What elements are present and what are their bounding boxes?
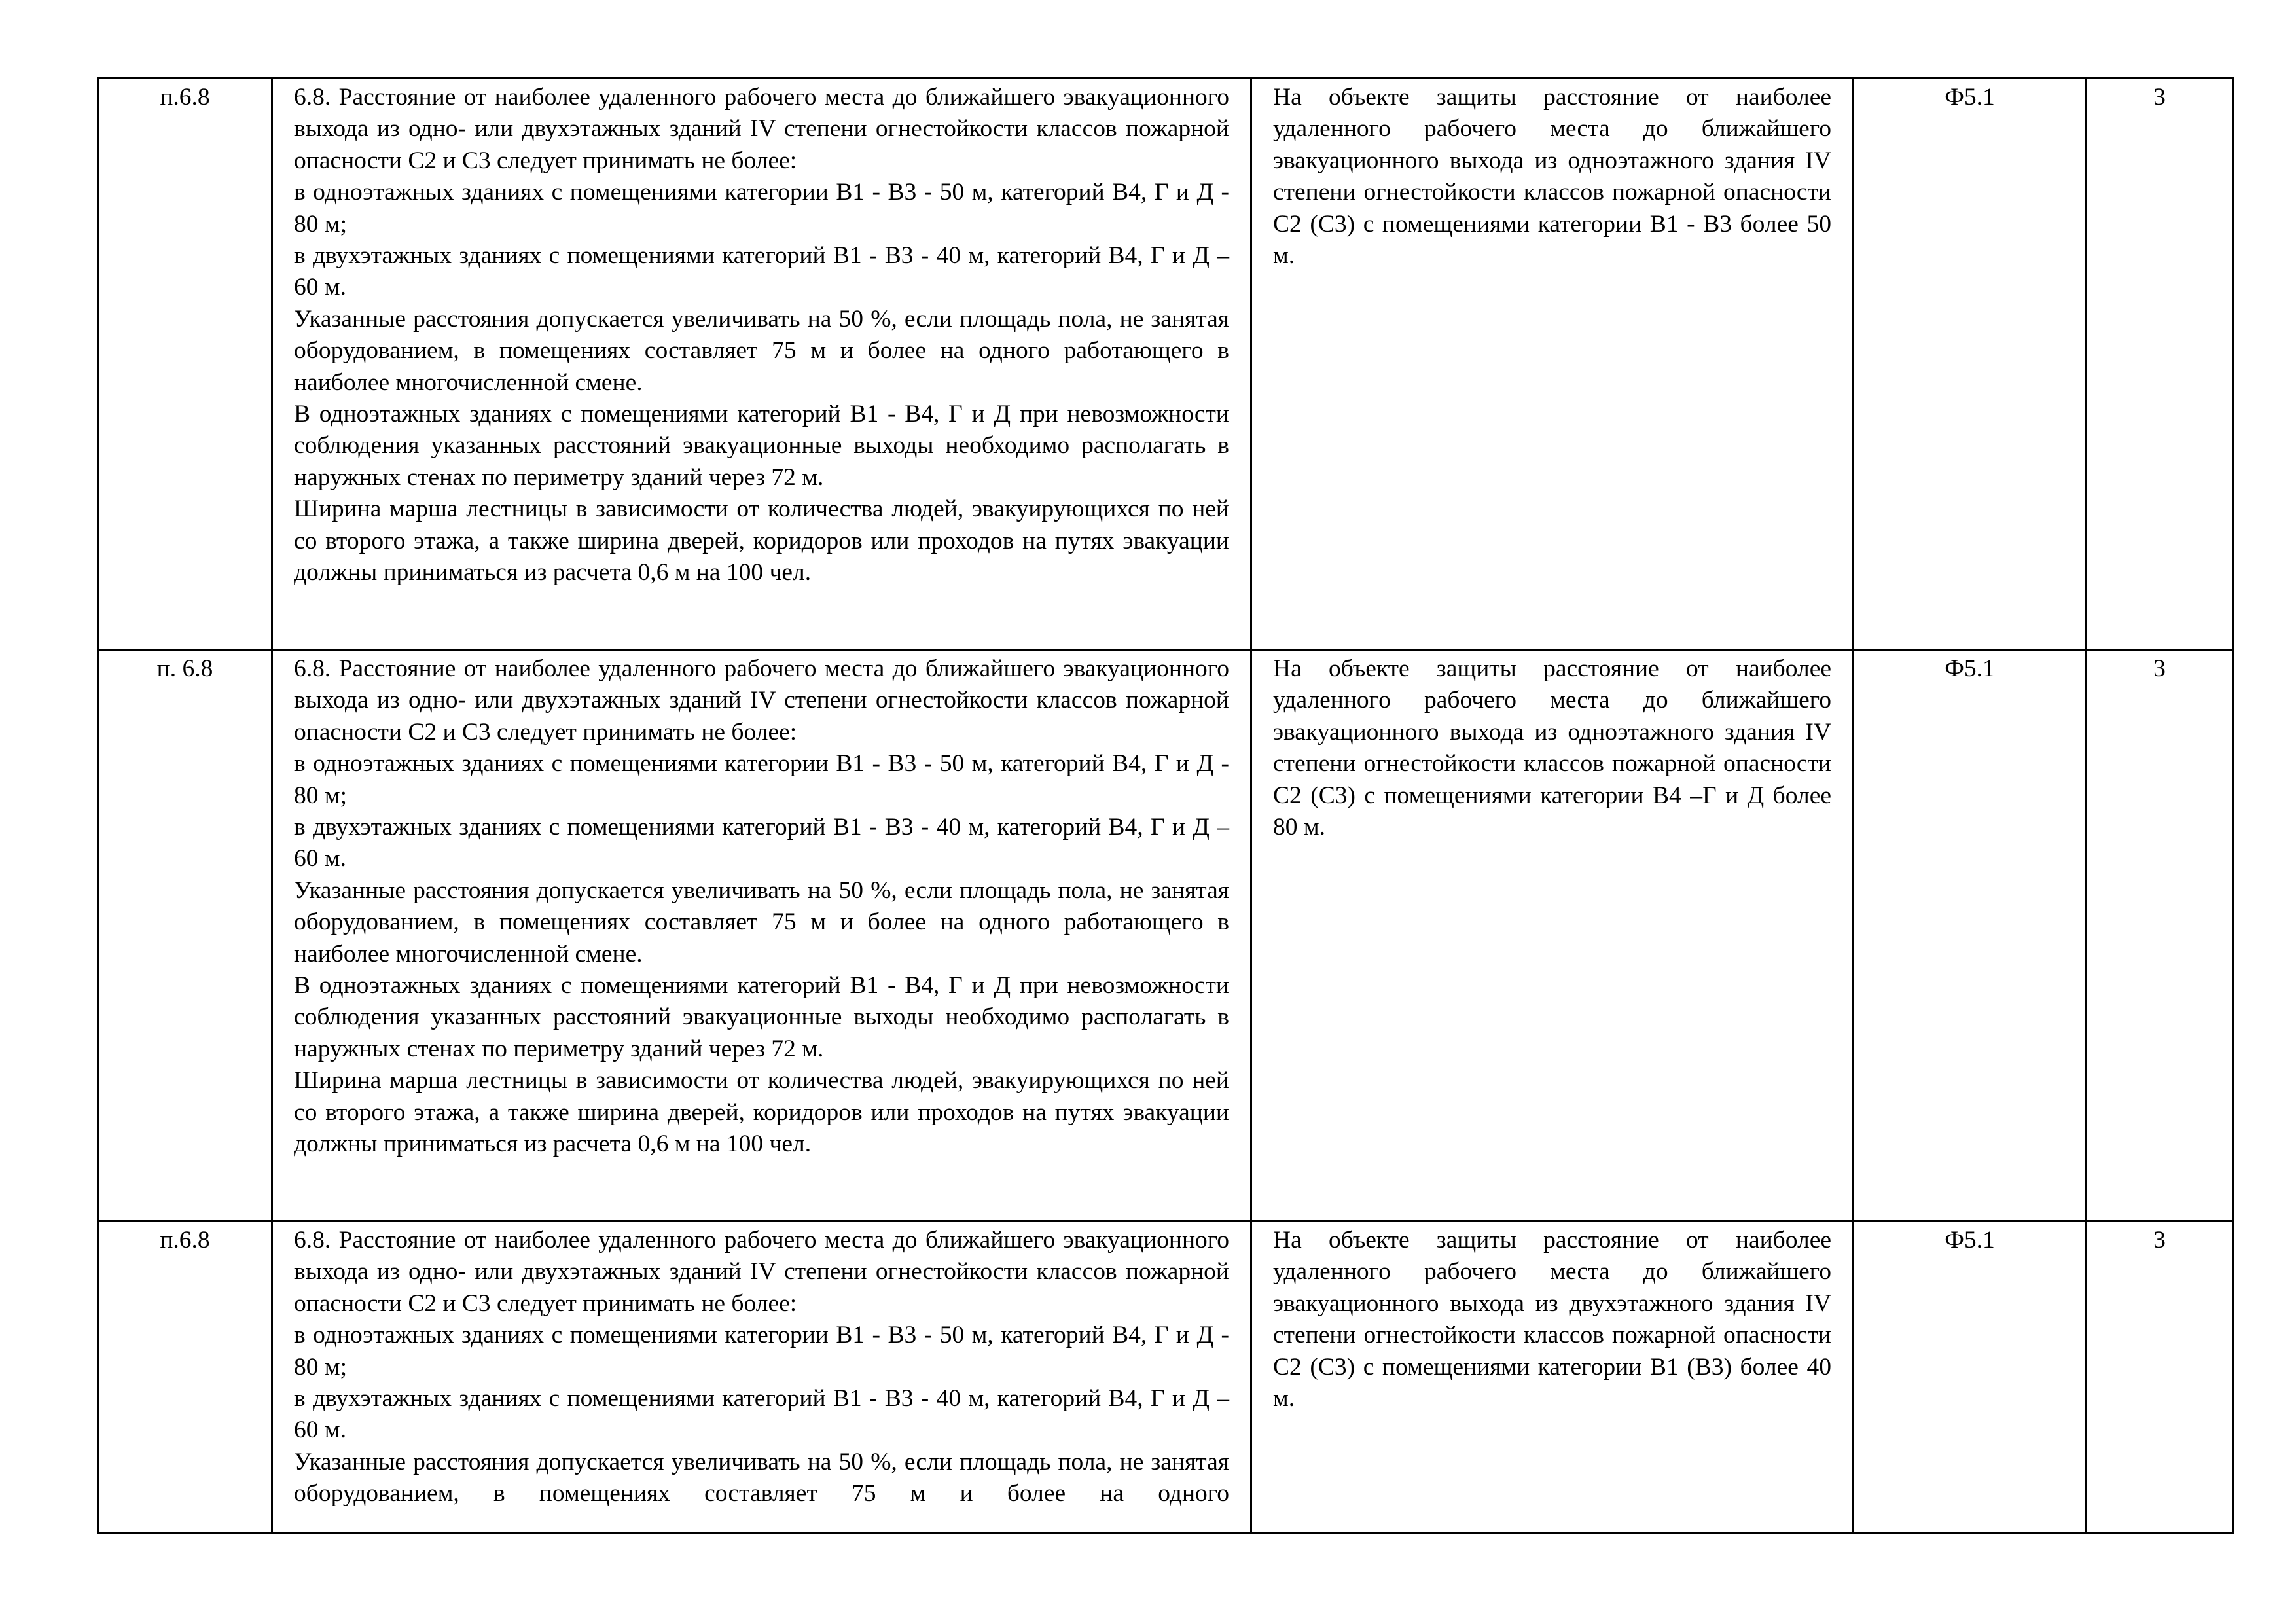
norm-text-cell bbox=[272, 79, 1251, 650]
norm-paragraph: В одноэтажных зданиях с помещениями категорий В1 - В4, Г и Д при невозможности соблюдения указанных расстояний эвакуационные выходы необходимо располагать в наружных стенах по периметру зданий через 72 м. bbox=[294, 401, 1229, 491]
violation-text-cell bbox=[1251, 650, 1854, 1221]
norm-paragraph: Указанные расстояния допускается увеличивать на 50 %, если площадь пола, не занятая оборудованием, в помещениях составляет 75 м и более на одного работающего в наиболее многочисленной смене. bbox=[294, 876, 1229, 967]
requirements-table bbox=[97, 77, 2234, 1534]
violation-paragraph: На объекте защиты расстояние от наиболее удаленного рабочего места до ближайшего эвакуационного выхода из одноэтажного здания IV степени огнестойкости классов пожарной опасности С2 (С3) с помещениями категории В1 - В3 более 50 м. bbox=[1273, 84, 1831, 270]
norm-paragraph: Указанные расстояния допускается увеличивать на 50 %, если площадь пола, не занятая оборудованием, в помещениях составляет 75 м и более на одного bbox=[294, 1448, 1229, 1507]
violation-text-cell bbox=[1251, 1221, 1854, 1533]
table-row bbox=[98, 1221, 2233, 1533]
norm-reference-cell: п. 6.8 bbox=[98, 650, 272, 1221]
violation-text-cell bbox=[1251, 79, 1854, 650]
norm-paragraph: В одноэтажных зданиях с помещениями категорий В1 - В4, Г и Д при невозможности соблюдения указанных расстояний эвакуационные выходы необходимо располагать в наружных стенах по периметру зданий через 72 м. bbox=[294, 972, 1229, 1062]
table-row bbox=[98, 650, 2233, 1221]
norm-paragraph: в одноэтажных зданиях с помещениями категории В1 - В3 - 50 м, категорий В4, Г и Д - 80 м; bbox=[294, 1322, 1229, 1380]
norm-paragraph: в двухэтажных зданиях с помещениями категорий В1 - В3 - 40 м, категорий В4, Г и Д – 60 м. bbox=[294, 1385, 1229, 1444]
class-cell: Ф5.1 bbox=[1854, 79, 2087, 650]
norm-paragraph: 6.8. Расстояние от наиболее удаленного рабочего места до ближайшего эвакуационного выхода из одно- или двухэтажных зданий IV степени огнестойкости классов пожарной опасности С2 и С3 следует принимать не более: bbox=[294, 655, 1229, 746]
norm-reference-cell: п.6.8 bbox=[98, 79, 272, 650]
norm-reference-cell: п.6.8 bbox=[98, 1221, 272, 1533]
number-cell: 3 bbox=[2087, 1221, 2233, 1533]
norm-text-cell bbox=[272, 650, 1251, 1221]
norm-paragraph: 6.8. Расстояние от наиболее удаленного рабочего места до ближайшего эвакуационного выхода из одно- или двухэтажных зданий IV степени огнестойкости классов пожарной опасности С2 и С3 следует принимать не более: bbox=[294, 84, 1229, 174]
violation-paragraph: На объекте защиты расстояние от наиболее удаленного рабочего места до ближайшего эвакуационного выхода из двухэтажного здания IV степени огнестойкости классов пожарной опасности С2 (С3) с помещениями категории В1 (В3) более 40 м. bbox=[1273, 1227, 1831, 1413]
norm-paragraph: Ширина марша лестницы в зависимости от количества людей, эвакуирующихся по ней со второго этажа, а также ширина дверей, коридоров или проходов на путях эвакуации должны приниматься из расчета 0,6 м на 100 чел. bbox=[294, 496, 1229, 586]
norm-paragraph: в одноэтажных зданиях с помещениями категории В1 - В3 - 50 м, категорий В4, Г и Д - 80 м; bbox=[294, 750, 1229, 809]
number-cell: 3 bbox=[2087, 79, 2233, 650]
norm-paragraph: в двухэтажных зданиях с помещениями категорий В1 - В3 - 40 м, категорий В4, Г и Д – 60 м. bbox=[294, 814, 1229, 873]
violation-paragraph: На объекте защиты расстояние от наиболее удаленного рабочего места до ближайшего эвакуационного выхода из одноэтажного здания IV степени огнестойкости классов пожарной опасности С2 (С3) с помещениями категории В4 –Г и Д более 80 м. bbox=[1273, 655, 1831, 841]
norm-paragraph: в двухэтажных зданиях с помещениями категорий В1 - В3 - 40 м, категорий В4, Г и Д – 60 м. bbox=[294, 242, 1229, 301]
number-cell: 3 bbox=[2087, 650, 2233, 1221]
class-cell: Ф5.1 bbox=[1854, 650, 2087, 1221]
class-cell: Ф5.1 bbox=[1854, 1221, 2087, 1533]
norm-paragraph: в одноэтажных зданиях с помещениями категории В1 - В3 - 50 м, категорий В4, Г и Д - 80 м; bbox=[294, 179, 1229, 238]
norm-paragraph: 6.8. Расстояние от наиболее удаленного рабочего места до ближайшего эвакуационного выхода из одно- или двухэтажных зданий IV степени огнестойкости классов пожарной опасности С2 и С3 следует принимать не более: bbox=[294, 1227, 1229, 1317]
norm-paragraph: Указанные расстояния допускается увеличивать на 50 %, если площадь пола, не занятая оборудованием, в помещениях составляет 75 м и более на одного работающего в наиболее многочисленной смене. bbox=[294, 305, 1229, 396]
table-row bbox=[98, 79, 2233, 650]
norm-paragraph: Ширина марша лестницы в зависимости от количества людей, эвакуирующихся по ней со второго этажа, а также ширина дверей, коридоров или проходов на путях эвакуации должны приниматься из расчета 0,6 м на 100 чел. bbox=[294, 1067, 1229, 1158]
norm-text-cell bbox=[272, 1221, 1251, 1533]
